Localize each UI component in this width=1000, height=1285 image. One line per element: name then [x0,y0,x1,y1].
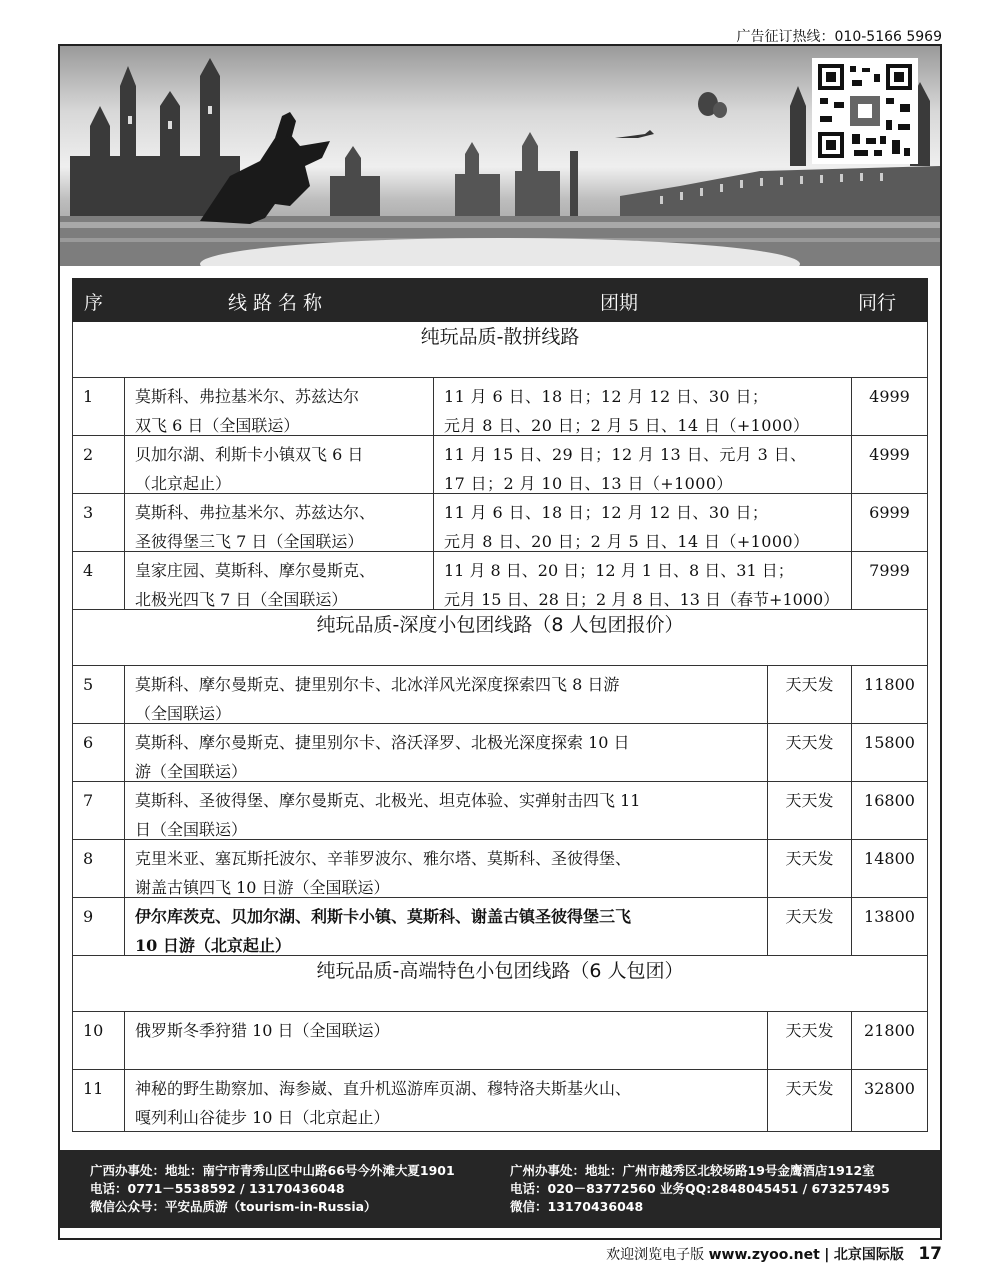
welcome-text: 欢迎浏览电子版 [606,1247,705,1263]
price: 11800 [851,666,927,723]
departure-daily: 天天发 [767,782,851,839]
row-number: 2 [73,436,125,493]
departure-dates: 11 月 8 日、20 日；12 月 1 日、8 日、31 日； 元月 15 日、28 日；2 月 8 日、13 日（春节+1000） [433,552,853,609]
route-name: 莫斯科、圣彼得堡、摩尔曼斯克、北极光、坦克体验、实弹射击四飞 11 日（全国联运） [135,791,641,839]
route-name: 莫斯科、摩尔曼斯克、捷里别尔卡、洛沃泽罗、北极光深度探索 10 日 游（全国联运） [135,733,630,781]
price: 32800 [851,1070,927,1131]
guangzhou-office [510,1162,890,1216]
departure-dates: 11 月 15 日、29 日；12 月 13 日、元月 3 日、 17 日；2 月 10 日、13 日（+1000） [433,436,853,493]
departure-daily: 天天发 [767,724,851,781]
guangxi-phone: 电话：0771－5538592 / 13170436048 [90,1181,345,1196]
price: 6999 [851,494,927,551]
table-header [72,278,928,322]
price: 14800 [851,840,927,897]
table-row [72,552,928,610]
page-number: 17 [918,1244,942,1264]
guangzhou-wechat: 微信：13170436048 [510,1199,644,1214]
table-row [72,1070,928,1132]
table-row [72,494,928,552]
row-number: 8 [73,840,125,897]
departure-dates: 11 月 6 日、18 日；12 月 12 日、30 日； 元月 8 日、20 日；2 月 5 日、14 日（+1000） [433,494,853,551]
contact-footer [60,1150,940,1228]
ad-hotline: 广告征订热线：010-5166 5969 [736,29,942,45]
header-price: 同行 [858,292,897,314]
table-row [72,1012,928,1070]
skyline-illustration [60,46,940,266]
route-name: 莫斯科、弗拉基米尔、苏兹达尔、 圣彼得堡三飞 7 日（全国联运） [135,503,376,551]
guangzhou-phone: 电话：020－83772560 业务QQ:2848045451 / 673257495 [510,1181,890,1196]
route-name: 克里米亚、塞瓦斯托波尔、辛菲罗波尔、雅尔塔、莫斯科、圣彼得堡、 谢盖古镇四飞 10 日游（全国联运） [135,849,632,897]
section-title: 纯玩品质-深度小包团线路（8 人包团报价） [72,610,928,666]
guangzhou-address: 广州办事处：地址：广州市越秀区北较场路19号金鹰酒店1912室 [510,1163,875,1178]
section-title: 纯玩品质-散拼线路 [72,322,928,378]
row-number: 4 [73,552,125,609]
banner-title [60,262,940,266]
departure-daily: 天天发 [767,1070,851,1131]
guangxi-wechat: 微信公众号：平安品质游（tourism-in-Russia） [90,1199,377,1214]
row-number: 7 [73,782,125,839]
header-dates: 团期 [600,292,639,314]
departure-daily: 天天发 [767,840,851,897]
row-number: 11 [73,1070,125,1131]
banner-image [60,46,940,266]
route-name: 贝加尔湖、利斯卡小镇双飞 6 日 （北京起止） [135,445,364,493]
separator: | [824,1247,830,1263]
departure-daily: 天天发 [767,898,851,955]
page-footer [606,1244,942,1264]
guangxi-office [90,1162,455,1216]
qr-code-icon [812,58,918,164]
departure-dates: 11 月 6 日、18 日；12 月 12 日、30 日； 元月 8 日、20 日；2 月 5 日、14 日（+1000） [433,378,853,435]
row-number: 10 [73,1012,125,1069]
table-row [72,666,928,724]
route-name: 伊尔库茨克、贝加尔湖、利斯卡小镇、莫斯科、谢盖古镇圣彼得堡三飞 10 日游（北京起止） [135,907,632,955]
price: 7999 [851,552,927,609]
price: 4999 [851,436,927,493]
departure-daily: 天天发 [767,1012,851,1069]
price: 16800 [851,782,927,839]
header-name: 线路名称 [228,292,329,314]
row-number: 3 [73,494,125,551]
header-no: 序 [84,292,104,314]
table-row [72,840,928,898]
itinerary-table [72,278,928,1132]
guangxi-address: 广西办事处：地址：南宁市青秀山区中山路66号今外滩大夏1901 [90,1163,455,1178]
departure-daily: 天天发 [767,666,851,723]
price: 15800 [851,724,927,781]
section-title: 纯玩品质-高端特色小包团线路（6 人包团） [72,956,928,1012]
table-row [72,436,928,494]
row-number: 6 [73,724,125,781]
table-row [72,378,928,436]
route-name: 莫斯科、摩尔曼斯克、捷里别尔卡、北冰洋风光深度探索四飞 8 日游 （全国联运） [135,675,620,723]
price: 4999 [851,378,927,435]
route-name: 俄罗斯冬季狩猎 10 日（全国联运） [135,1021,390,1040]
route-name: 莫斯科、弗拉基米尔、苏兹达尔 双飞 6 日（全国联运） [135,387,360,435]
table-row [72,898,928,956]
website-link[interactable]: www.zyoo.net [708,1247,820,1263]
table-row [72,724,928,782]
price: 21800 [851,1012,927,1069]
route-name: 神秘的野生勘察加、海参崴、直升机巡游库页湖、穆特洛夫斯基火山、 嘎列利山谷徒步 10 日（北京起止） [135,1079,632,1127]
row-number: 1 [73,378,125,435]
row-number: 9 [73,898,125,955]
table-row [72,782,928,840]
row-number: 5 [73,666,125,723]
route-name: 皇家庄园、莫斯科、摩尔曼斯克、 北极光四飞 7 日（全国联运） [135,561,376,609]
edition-name: 北京国际版 [833,1247,904,1263]
price: 13800 [851,898,927,955]
